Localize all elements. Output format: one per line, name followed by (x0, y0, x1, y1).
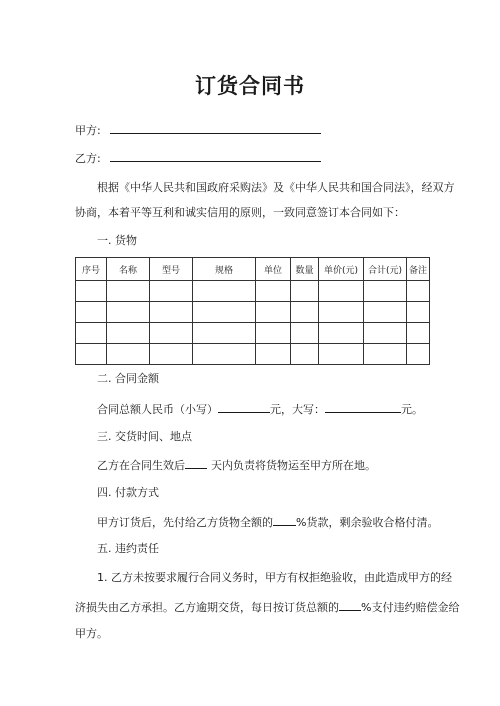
table-cell (76, 344, 107, 365)
party-b-line (75, 150, 321, 166)
table-cell (319, 302, 364, 323)
table-cell (107, 302, 150, 323)
table-cell (291, 323, 319, 344)
section-goods-heading: 一. 货物 (97, 234, 137, 247)
table-cell (193, 323, 256, 344)
liability-line-2-suffix: %支付违约赔偿金给 (361, 601, 460, 614)
table-row (76, 281, 430, 302)
amount-suffix: 元。 (401, 403, 423, 416)
table-cell (107, 344, 150, 365)
table-cell (76, 323, 107, 344)
col-header-total: 合计(元) (364, 258, 407, 281)
table-cell (76, 302, 107, 323)
section-payment-heading: 四. 付款方式 (97, 486, 159, 499)
table-cell (256, 323, 291, 344)
col-header-unit-price: 单价(元) (319, 258, 364, 281)
payment-suffix: %货款，剩余验收合格付清。 (296, 516, 439, 529)
table-cell (364, 281, 407, 302)
table-row (76, 302, 430, 323)
table-cell (407, 344, 430, 365)
payment-line (97, 514, 438, 530)
table-cell (107, 323, 150, 344)
table-row (76, 323, 430, 344)
amount-prefix: 合同总额人民币（小写） (97, 403, 218, 416)
section-liability-heading: 五. 违约责任 (97, 542, 159, 555)
table-cell (319, 344, 364, 365)
amount-lowercase-blank (218, 401, 270, 413)
delivery-suffix: 天内负责将货物运至甲方所在地。 (211, 459, 376, 472)
table-cell (364, 302, 407, 323)
table-cell (256, 302, 291, 323)
goods-table (75, 257, 430, 365)
col-header-name: 名称 (107, 258, 150, 281)
section-amount-heading: 二. 合同金额 (97, 372, 159, 385)
table-cell (291, 302, 319, 323)
table-row (76, 344, 430, 365)
table-cell (76, 281, 107, 302)
col-header-unit: 单位 (256, 258, 291, 281)
table-cell (256, 281, 291, 302)
liability-line-2 (75, 599, 459, 615)
liability-line-3: 甲方。 (75, 627, 108, 640)
table-cell (150, 344, 193, 365)
delivery-prefix: 乙方在合同生效后 (97, 459, 185, 472)
amount-uppercase-blank (325, 401, 401, 413)
document-title: 订货合同书 (195, 74, 305, 98)
col-header-remarks: 备注 (407, 258, 430, 281)
intro-line-2: 协商，本着平等互利和诚实信用的原则，一致同意签订本合同如下： (75, 206, 405, 219)
table-cell (291, 281, 319, 302)
table-cell (150, 302, 193, 323)
table-cell (364, 344, 407, 365)
table-cell (193, 344, 256, 365)
table-cell (407, 302, 430, 323)
table-cell (193, 281, 256, 302)
party-a-label: 甲方: (75, 124, 101, 137)
table-cell (256, 344, 291, 365)
table-cell (150, 323, 193, 344)
col-header-model: 型号 (150, 258, 193, 281)
payment-percent-blank (273, 514, 296, 526)
table-cell (319, 323, 364, 344)
payment-prefix: 甲方订货后，先付给乙方货物全额的 (97, 516, 273, 529)
table-cell (193, 302, 256, 323)
delivery-line (97, 457, 376, 473)
table-cell (407, 323, 430, 344)
liability-line-1: 1. 乙方未按要求履行合同义务时，甲方有权拒绝验收，由此造成甲方的经 (97, 571, 452, 584)
liability-line-2-prefix: 济损失由乙方承担。乙方逾期交货，每日按订货总额的 (75, 601, 339, 614)
party-b-blank (110, 150, 321, 162)
delivery-days-blank (185, 457, 207, 469)
table-cell (107, 281, 150, 302)
col-header-index: 序号 (76, 258, 107, 281)
party-a-line (75, 122, 321, 138)
amount-mid: 元，大写： (270, 403, 325, 416)
col-header-spec: 规格 (193, 258, 256, 281)
table-cell (319, 281, 364, 302)
party-b-label: 乙方: (75, 152, 101, 165)
section-delivery-heading: 三. 交货时间、地点 (97, 430, 192, 443)
col-header-quantity: 数量 (291, 258, 319, 281)
table-cell (407, 281, 430, 302)
table-cell (150, 281, 193, 302)
party-a-blank (110, 122, 321, 134)
table-cell (291, 344, 319, 365)
liability-percent-blank (339, 599, 361, 611)
table-cell (364, 323, 407, 344)
table-header-row (76, 258, 430, 281)
intro-line-1: 根据《中华人民共和国政府采购法》及《中华人民共和国合同法》，经双方 (97, 181, 455, 194)
amount-line (97, 401, 423, 417)
